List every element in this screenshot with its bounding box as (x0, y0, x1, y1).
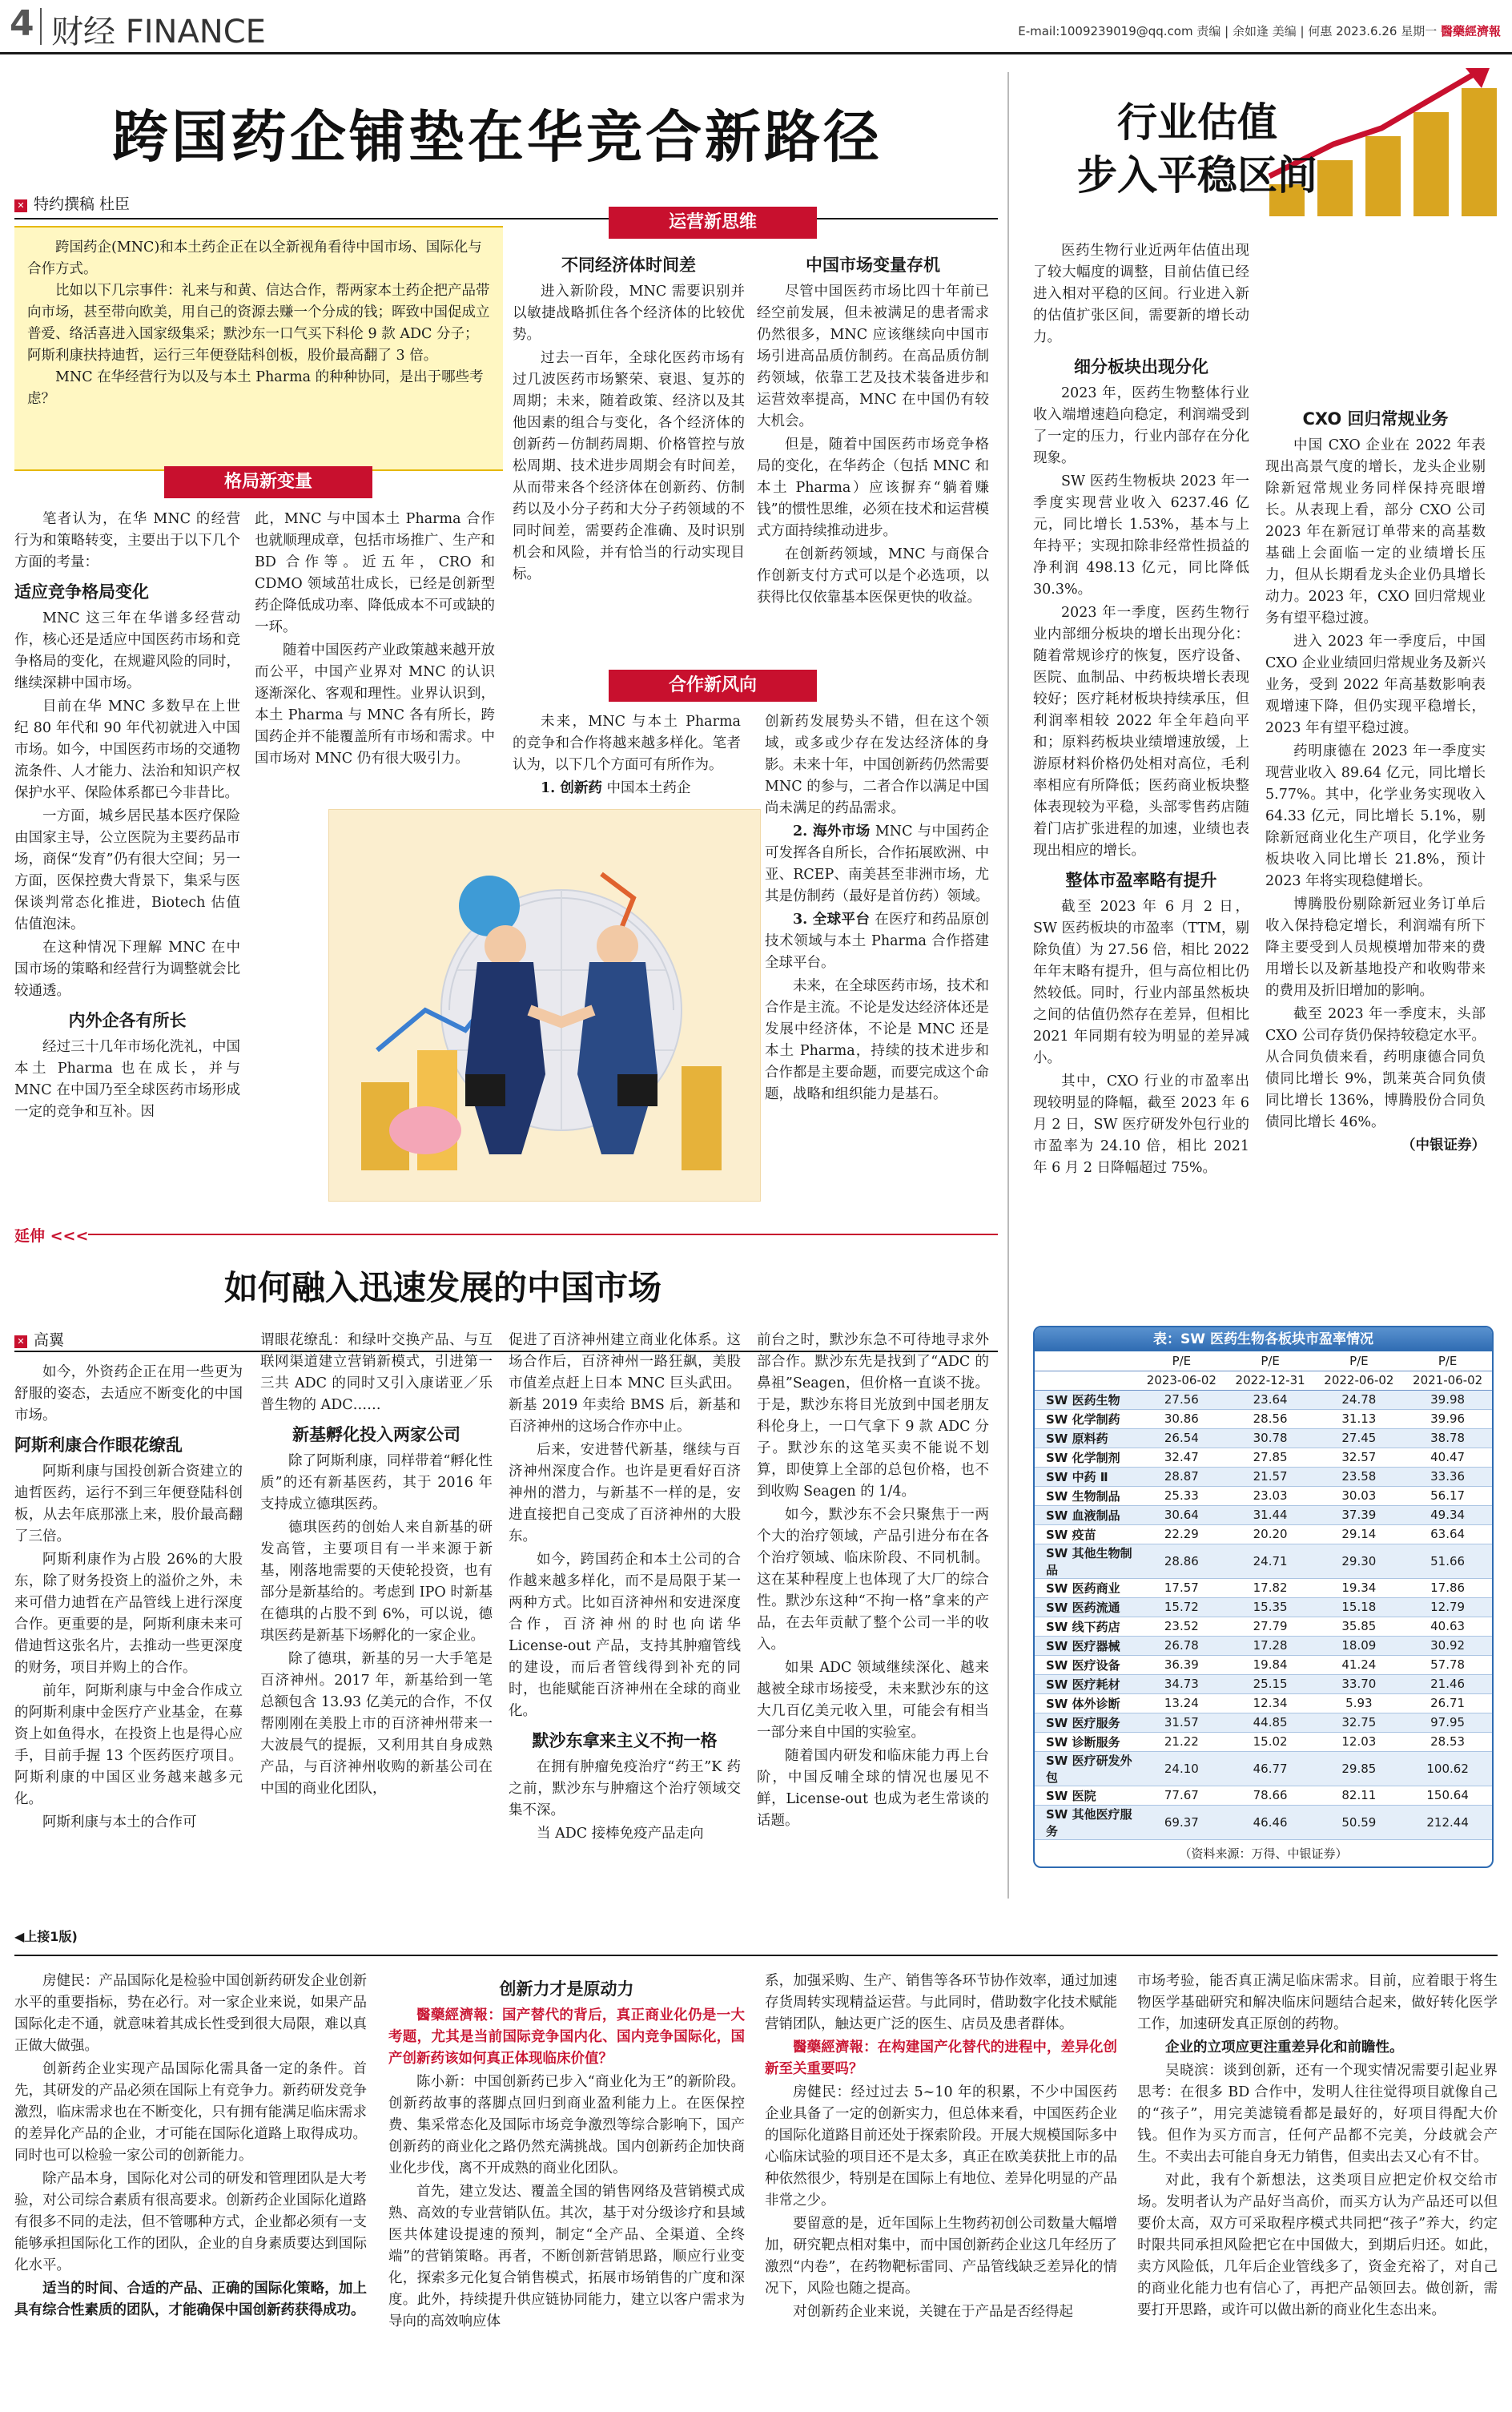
table-row (1035, 1751, 1492, 1786)
paragraph: 阿斯利康与国投创新合资建立的迪哲医药，运行不到三年便登陆科创板，从去年底那涨上来，股价最高翻了三倍。 (14, 1464, 243, 1544)
pe-table-body (1035, 1390, 1492, 1839)
article1-column-3 (513, 247, 745, 587)
article2-column-2 (1265, 401, 1486, 1157)
paragraph: 截至 2023 年一季度末，头部 CXO 公司存货仍保持较稳定水平。从合同负债来看，药明康德合同负债同比增长 9%，凯莱英合同负债同比增长 136%，博腾股份合同负债同比增长 46%。 (1265, 1006, 1486, 1130)
paragraph: MNC 与中国药企可发挥各自所长，合作拓展欧洲、中亚、RCEP、南美甚至非洲市场，尤其是仿制药（最好是首仿药）领域。 (765, 823, 989, 904)
pe-value-cell: 100.62 (1403, 1751, 1492, 1786)
row-name-cell: SW 其他医疗服务 (1035, 1805, 1137, 1839)
pe-value-cell: 32.47 (1137, 1448, 1226, 1467)
pe-value-cell: 32.75 (1315, 1713, 1404, 1732)
pe-value-cell: 82.11 (1315, 1786, 1404, 1805)
pe-value-cell: 46.77 (1226, 1751, 1315, 1786)
pe-value-cell: 41.24 (1315, 1655, 1404, 1674)
pe-value-cell: 13.24 (1137, 1693, 1226, 1713)
pe-value-cell: 31.13 (1315, 1409, 1404, 1428)
paragraph: 但是，随着中国医药市场竞争格局的变化，在华药企（包括 MNC 和本土 Pharma）应该摒弃“躺着赚钱”的惯性思维，必须在技术和运营模式方面持续推动进步。 (757, 437, 989, 539)
pe-value-cell: 26.78 (1137, 1636, 1226, 1655)
pe-value-cell: 25.33 (1137, 1486, 1226, 1505)
table-row (1035, 1674, 1492, 1693)
paragraph: 进入新阶段，MNC 需要识别并以敏捷战略抓住各个经济体的比较优势。 (513, 284, 745, 343)
pe-value-cell: 21.57 (1226, 1467, 1315, 1486)
pe-value-cell: 57.78 (1403, 1655, 1492, 1674)
paragraph: SW 医药生物板块 2023 年一季度实现营业收入 6237.46 亿元，同比增长 1.53%，基本与上年持平；实现扣除非经常性损益的净利润 498.13 亿元，同比降低 30.3%。 (1033, 473, 1249, 598)
paragraph: 进入 2023 年一季度后，中国 CXO 企业业绩回归常规业务及新兴业务，受到 2022 年高基数影响表观增速下降，但仍实现平稳增长，2023 年有望平稳过渡。 (1265, 634, 1486, 736)
table-header-cell: 2022-06-02 (1315, 1371, 1404, 1390)
pe-value-cell: 28.56 (1226, 1409, 1315, 1428)
row-name-cell: SW 医院 (1035, 1786, 1137, 1805)
row-name-cell: SW 疫苗 (1035, 1524, 1137, 1544)
table-header-cell: 2022-12-31 (1226, 1371, 1315, 1390)
pe-table-title: 表：SW 医药生物各板块市盈率情况 (1035, 1327, 1492, 1351)
article1-byline-text: 特约撰稿 杜臣 (34, 195, 131, 213)
paragraph: MNC 这三年在华谱多经营动作，核心还是适应中国医药市场和竞争格局的变化，在规避风险的同时，继续深耕中国市场。 (14, 610, 240, 691)
paragraph: 目前在华 MNC 多数早在上世纪 80 年代和 90 年代初就进入中国市场。如今，中国医药市场的交通物流条件、人才能力、法治和知识产权保护水平、保险体系都已今非昔比。 (14, 699, 240, 801)
row-name-cell: SW 血液制品 (1035, 1505, 1137, 1524)
row-name-cell: SW 体外诊断 (1035, 1693, 1137, 1713)
pe-value-cell: 21.22 (1137, 1732, 1226, 1751)
paragraph: 创新药发展势头不错，但在这个领域，或多或少存在发达经济体的身影。未来十年，中国创新药仍然需要 MNC 的参与，二者合作以满足中国尚未满足的药品需求。 (765, 714, 989, 816)
point-title: 2. 海外市场 (793, 823, 871, 840)
article4-rule (14, 1955, 1498, 1956)
paragraph: 一方面，城乡居民基本医疗保险由国家主导，公立医院为主要药品市场，商保“发育”仍有很大空间；另一方面，医保控费大背景下，集采与医保谈判常态化推进，Biotech 估值估值泡沫。 (14, 808, 240, 932)
article1-column-1 (14, 509, 240, 1125)
pe-value-cell: 39.96 (1403, 1409, 1492, 1428)
article1-column-5 (513, 711, 741, 801)
paragraph: 如果 ADC 领域继续深化、越来越被全球市场接受，未来默沙东的这大几百亿美元收入里，可能会有相当一部分来自中国的实验室。 (757, 1660, 989, 1741)
table-row (1035, 1805, 1492, 1839)
paragraph: 医药生物行业近两年估值出现了较大幅度的调整，目前估值已经进入相对平稳的区间。行业进入新的估值扩张区间，需要新的增长动力。 (1033, 243, 1249, 345)
point-title: 3. 全球平台 (793, 912, 871, 928)
row-name-cell: SW 医药流通 (1035, 1597, 1137, 1617)
pe-value-cell: 15.35 (1226, 1597, 1315, 1617)
pe-value-cell: 33.70 (1315, 1674, 1404, 1693)
table-row (1035, 1578, 1492, 1597)
paragraph: 在拥有肿瘤免疫治疗“药王”K 药之前，默沙东与肿瘤这个治疗领域交集不深。 (509, 1759, 741, 1818)
subheading: 内外企各有所长 (68, 1011, 187, 1030)
paragraph: 随着国内研发和临床能力再上台阶，中国反哺全球的情况也屡见不鲜，License-out 也成为老生常谈的话题。 (757, 1748, 989, 1829)
article2-title: 行业估值 步入平稳区间 (1077, 99, 1317, 199)
pe-value-cell: 34.73 (1137, 1674, 1226, 1693)
pe-value-cell: 25.15 (1226, 1674, 1315, 1693)
pe-value-cell: 12.34 (1226, 1693, 1315, 1713)
table-row (1035, 1390, 1492, 1409)
pe-value-cell: 51.66 (1403, 1544, 1492, 1578)
pe-value-cell: 19.34 (1315, 1578, 1404, 1597)
row-name-cell: SW 医疗研发外包 (1035, 1751, 1137, 1786)
lead-paragraph: MNC 在华经营行为以及与本土 Pharma 的种种协同，是出于哪些考虑？ (27, 369, 484, 407)
paragraph: 其中，CXO 行业的市盈率出现较明显的降幅，截至 2023 年 6 月 2 日，SW 医疗研发外包行业的市盈率为 24.10 倍，相比 2021 年 6 月 2 日降幅超过 75%。 (1033, 1073, 1249, 1176)
article3-column-1 (14, 1362, 243, 1835)
pe-value-cell: 30.03 (1315, 1486, 1404, 1505)
pe-value-cell: 15.72 (1137, 1597, 1226, 1617)
pe-value-cell: 23.03 (1226, 1486, 1315, 1505)
subheading: 阿斯利康合作眼花缭乱 (14, 1436, 183, 1455)
question: 醫藥經濟報：国产替代的背后，真正商业化仍是一大考题，尤其是当前国际竞争国内化、国内竞争国际化，国产创新药该如何真正体现临床价值？ (388, 2007, 745, 2067)
section-title: 财经 FINANCE (51, 14, 266, 50)
paragraph: 此，MNC 与中国本土 Pharma 合作也就顺理成章，包括市场推广、生产和 BD 合作等。近五年，CRO 和 CDMO 领域茁壮成长，已经是创新型药企降低成功率、降低成本不可或缺的一环。 (255, 511, 495, 635)
pe-value-cell: 24.78 (1315, 1390, 1404, 1409)
article4-column-1 (14, 1971, 367, 2323)
subheading: 中国市场变量存机 (806, 256, 940, 275)
paragraph: 前年，阿斯利康与中金合作成立的阿斯利康中金医疗产业基金，在募资上如鱼得水，在投资上也是得心应手，目前手握 13 个医药医疗项目。阿斯利康的中国区业务越来越多元化。 (14, 1683, 243, 1807)
article4-column-3 (765, 1971, 1117, 2325)
pe-value-cell: 5.93 (1315, 1693, 1404, 1713)
row-name-cell: SW 生物制品 (1035, 1486, 1137, 1505)
pe-value-cell: 56.17 (1403, 1486, 1492, 1505)
article3-byline-text: 高翼 (34, 1331, 65, 1349)
masthead-info (1018, 22, 1501, 39)
point-title: 1. 创新药 (541, 780, 602, 796)
byline-marker-icon: ✕ (14, 199, 27, 212)
subheading: 新基孵化投入两家公司 (292, 1425, 460, 1444)
article1-lead-box (14, 226, 503, 471)
article1-column-4 (757, 247, 989, 610)
paragraph: 尽管中国医药市场比四十年前已经空前发展，但未被满足的患者需求仍然很多，MNC 应该继续向中国市场引进高品质仿制药。在高品质仿制药领域，依靠工艺及技术装备进步和运营效率提高，MNC 在中国仍有较大机会。 (757, 284, 989, 429)
paragraph: 阿斯利康作为占股 26%的大股东，除了财务投资上的溢价之外，未来可借力迪哲在产品管线上进行深度合作。更重要的是，阿斯利康未来可借迪哲这张名片，去推动一些更深度的财务，项目并购上的合作。 (14, 1552, 243, 1676)
row-name-cell: SW 线下药店 (1035, 1617, 1137, 1636)
pe-value-cell: 15.18 (1315, 1597, 1404, 1617)
article2-column-1 (1033, 240, 1249, 1181)
page-number: 4 (10, 3, 34, 44)
pe-value-cell: 30.78 (1226, 1428, 1315, 1448)
row-name-cell: SW 化学制药 (1035, 1409, 1137, 1428)
table-header-cell: P/E (1315, 1351, 1404, 1371)
pe-table (1035, 1351, 1492, 1840)
pe-value-cell: 28.87 (1137, 1467, 1226, 1486)
paragraph: 谓眼花缭乱：和绿叶交换产品、与互联网渠道建立营销新模式，引进第一三共 ADC 的同时又引入康诺亚／乐普生物的 ADC…… (260, 1332, 493, 1413)
lead-paragraph: 比如以下几宗事件：礼来与和黄、信达合作，帮两家本土药企把产品带向市场，甚至带向欧美，用自己的资源去赚一个分成的钱；晖致中国促成立普爱、络活喜进入国家级集采；默沙东一口气买下科伦 9 款 ADC 分子；阿斯利康扶持迪哲，运行三年便登陆科创板，股价最高翻了 3 倍。 (27, 283, 490, 364)
paragraph: 首先，建立发达、覆盖全国的销售网络及营销模式成熟、高效的专业营销队伍。其次，基于对分级诊疗和县域医共体建设提速的预判，制定“全产品、全渠道、全终端”的营销策略。再者，不断创新营销思路，顺应行业变化，探索多元化复合销售模式，拓展市场销售的广度和深度。此外，持续提升供应链协同能力，建立以客户需求为导向的高效响应体 (388, 2184, 745, 2329)
pe-value-cell: 49.34 (1403, 1505, 1492, 1524)
article4-column-4 (1137, 1971, 1498, 2323)
pe-value-cell: 26.71 (1403, 1693, 1492, 1713)
pe-table-box (1033, 1326, 1494, 1868)
table-header-cell: P/E (1137, 1351, 1226, 1371)
table-row (1035, 1732, 1492, 1751)
pe-value-cell: 27.45 (1315, 1428, 1404, 1448)
row-name-cell: SW 医药商业 (1035, 1578, 1137, 1597)
paragraph: 如今，跨国药企和本土公司的合作越来越多样化，而不是局限于某一两种方式。比如百济神州和安进深度合作，百济神州的时也向诺华 License-out 产品，支持其肿瘤管线的建设，而后者管线得到补充的同时，也能赋能百济神州在全球的商业化。 (509, 1552, 741, 1719)
pe-value-cell: 50.59 (1315, 1805, 1404, 1839)
pe-value-cell: 77.67 (1137, 1786, 1226, 1805)
row-name-cell: SW 医疗耗材 (1035, 1674, 1137, 1693)
paragraph: 中国本土药企 (606, 780, 691, 796)
table-header-cell: 2023-06-02 (1137, 1371, 1226, 1390)
table-row (1035, 1409, 1492, 1428)
handshake-illustration (328, 809, 761, 1202)
pe-value-cell: 40.47 (1403, 1448, 1492, 1467)
pe-value-cell: 17.86 (1403, 1578, 1492, 1597)
table-header-cell: P/E (1226, 1351, 1315, 1371)
masthead-info-text: E-mail:1009239019@qq.com 责编 | 余如逢 美编 | 何惠 2023.6.26 星期一 (1018, 24, 1438, 38)
paragraph: 经过三十几年市场化洗礼，中国本土 Pharma 也在成长，并与 MNC 在中国乃至全球医药市场形成一定的竞争和互补。因 (14, 1039, 240, 1120)
table-row (1035, 1428, 1492, 1448)
paragraph: 陈小新：中国创新药已步入“商业化为王”的新阶段。创新药故事的落脚点回归到商业盈利能力上。在医保控费、集采常态化及国际市场竞争激烈等综合影响下，国产创新药的商业化之路仍然充满挑战。国内创新药企加快商业化步伐，离不开成熟的商业化团队。 (388, 2074, 745, 2176)
paragraph: 房健民：产品国际化是检验中国创新药研发企业创新水平的重要指标，势在必行。对一家企业来说，如果产品国际化走不通，就意味着其成长性受到很大局限，难以真正做大做强。 (14, 1973, 367, 2054)
pe-value-cell: 29.14 (1315, 1524, 1404, 1544)
paragraph: 房健民：经过过去 5~10 年的积累，不少中国医药企业具备了一定的创新实力，但总体来看，中国医药企业的国际化道路目前还处于探索阶段。开展大规模国际多中心临床试验的项目还不是太多，真正在欧美获批上市的品种依然很少，特别是在国际上有地位、差异化明显的产品非常之少。 (765, 2084, 1117, 2209)
table-row (1035, 1636, 1492, 1655)
paragraph: 过去一百年，全球化医药市场有过几波医药市场繁荣、衰退、复苏的周期；未来，随着政策、经济以及其他因素的组合与变化，各个经济体的创新药－仿制药周期、价格管控与放松周期、技术进步周期会有时间差，从而带来各个经济体在创新药、仿制药以及小分子药和大分子药领域的不同时间差，需要药企准确、及时识别机会和风险，并有恰当的行动实现目标。 (513, 350, 745, 582)
article4-column-2 (388, 1971, 745, 2334)
handshake-icon (329, 810, 761, 1202)
extension-label: 延伸 <<< (14, 1227, 89, 1245)
section-bar-pattern: 格局新变量 (164, 466, 372, 498)
table-header-cell: 2021-06-02 (1403, 1371, 1492, 1390)
pe-value-cell: 29.85 (1315, 1751, 1404, 1786)
paragraph-bold: 适当的时间、合适的产品、正确的国际化策略，加上具有综合性素质的团队，才能确保中国创新药获得成功。 (14, 2281, 367, 2318)
paragraph: 未来，在全球医药市场，技术和合作是主流。不论是发达经济体还是发展中经济体，不论是 MNC 还是本土 Pharma，持续的技术进步和合作都是主要命题，而要完成这个命题，战略和组织能力是基石。 (765, 978, 989, 1102)
paragraph: 笔者认为，在华 MNC 的经营行为和策略转变，主要出于以下几个方面的考量： (14, 511, 240, 570)
paragraph: 市场考验，能否真正满足临床需求。目前，应着眼于将生物医学基础研究和解决临床问题结合起来，做好转化医学工作，加速研发真正原创的药物。 (1137, 1973, 1498, 2032)
byline-marker-icon: ✕ (14, 1335, 27, 1348)
paragraph: 系，加强采购、生产、销售等各环节协作效率，通过加速存货周转实现精益运营。与此同时，借助数字化技术赋能营销团队，触达更广泛的医生、店员及患者群体。 (765, 1973, 1117, 2032)
pe-value-cell: 21.46 (1403, 1674, 1492, 1693)
paragraph: 2023 年一季度，医药生物行业内部细分板块的增长出现分化：随着常规诊疗的恢复，医疗设备、医院、血制品、中药板块增长表现较好；医疗耗材板块持续承压，但利润率相较 2022 年全年趋向平和；原料药板块业绩增速放缓，上游原材料价格仍处相对高位，毛利率相应有所降低；医药商业板块整体表现较为平稳，头部零售药店随着门店扩张进程的加速，业绩也表现出相应的增长。 (1033, 605, 1249, 859)
pe-value-cell: 37.39 (1315, 1505, 1404, 1524)
subheading: CXO 回归常规业务 (1302, 409, 1449, 429)
pe-value-cell: 30.86 (1137, 1409, 1226, 1428)
table-header-cell: P/E (1403, 1351, 1492, 1371)
paragraph: 随着中国医药产业政策越来越开放而公平，中国产业界对 MNC 的认识逐渐深化、客观和理性。业界认识到，本土 Pharma 与 MNC 各有所长，跨国药企并不能覆盖所有市场和需求。中国市场对 MNC 仍有很大吸引力。 (255, 642, 495, 767)
table-row (1035, 1617, 1492, 1636)
row-name-cell: SW 医药生物 (1035, 1390, 1137, 1409)
article3-title: 如何融入迅速发展的中国市场 (224, 1268, 662, 1307)
paragraph: 创新药企业实现产品国际化需具备一定的条件。首先，其研发的产品必须在国际上有竞争力。新药研发竞争激烈，临床需求也在不断变化，只有拥有能满足临床需求的差异化产品的企业，才可能在国际化道路上取得成功。同时也可以检验一家公司的创新能力。 (14, 2061, 367, 2164)
pe-table-source: （资料来源：万得、中银证券） (1179, 1846, 1348, 1861)
pe-value-cell: 30.92 (1403, 1636, 1492, 1655)
paragraph: 2023 年，医药生物整体行业收入端增速趋向稳定，利润端受到了一定的压力，行业内部存在分化现象。 (1033, 385, 1249, 466)
article3-column-3 (509, 1330, 741, 1846)
pe-value-cell: 150.64 (1403, 1786, 1492, 1805)
paragraph: 当 ADC 接棒免疫产品走向 (537, 1826, 704, 1842)
paragraph: 吴晓滨：谈到创新，还有一个现实情况需要引起业界思考：在很多 BD 合作中，发明人往往觉得项目就像自己的“孩子”，用完美滤镜看都是最好的，好项目得配大价钱。但作为买方而言，任何产品都不完美，分歧就会产生。不卖出去可能自身无力销售，但卖出去又心有不甘。 (1137, 2063, 1498, 2165)
pe-value-cell: 97.95 (1403, 1713, 1492, 1732)
table-header-row (1035, 1371, 1492, 1390)
pe-value-cell: 26.54 (1137, 1428, 1226, 1448)
paragraph: 在医疗和药品原创技术领域与本土 Pharma 合作搭建全球平台。 (765, 912, 989, 971)
paragraph: 药明康德在 2023 年一季度实现营业收入 89.64 亿元，同比增长 5.77%。其中，化学业务实现收入 64.33 亿元，同比增长 5.1%，剔除新冠商业化生产项目，化学业务板块收入同比增长 21.8%，预计 2023 年将实现稳健增长。 (1265, 743, 1486, 889)
pe-value-cell: 35.85 (1315, 1617, 1404, 1636)
section-bar-coop: 合作新风向 (609, 670, 817, 702)
pe-value-cell: 63.64 (1403, 1524, 1492, 1544)
lead-paragraph: 跨国药企(MNC)和本土药企正在以全新视角看待中国市场、国际化与合作方式。 (27, 240, 482, 277)
paragraph: 截至 2023 年 6 月 2 日，SW 医药板块的市盈率（TTM，剔除负值）为 27.56 倍，相比 2022 年年末略有提升，但与高位相比仍然较低。同时，行业内部虽然板块之间的估值仍然存在差异，但相比 2021 年同期有较为明显的差异减小。 (1033, 899, 1249, 1066)
pe-value-cell: 18.09 (1315, 1636, 1404, 1655)
pe-value-cell: 12.79 (1403, 1597, 1492, 1617)
pe-value-cell: 32.57 (1315, 1448, 1404, 1467)
subheading: 创新力才是原动力 (499, 1979, 634, 1999)
pe-value-cell: 17.82 (1226, 1578, 1315, 1597)
pe-value-cell: 38.78 (1403, 1428, 1492, 1448)
article3-column-2 (260, 1330, 493, 1802)
pe-value-cell: 212.44 (1403, 1805, 1492, 1839)
row-name-cell: SW 医疗器械 (1035, 1636, 1137, 1655)
pe-value-cell: 15.02 (1226, 1732, 1315, 1751)
paragraph: 在创新药领域，MNC 与商保合作创新支付方式可以是个必选项，以获得比仅依靠基本医保更快的收益。 (757, 546, 989, 606)
article2-source: （中银证券） (1401, 1138, 1486, 1154)
paragraph: 除了阿斯利康，同样带着“孵化性质”的还有新基医药，其于 2016 年支持成立德琪医药。 (260, 1453, 493, 1512)
question: 醫藥經濟報：在构建国产化替代的进程中，差异化创新至关重要吗？ (765, 2040, 1117, 2077)
paragraph: 如今，默沙东不会只聚焦于一两个大的治疗领域，产品引进分布在各个治疗领域、临床阶段、不同机制。这在某种程度上也体现了大厂的综合性。默沙东这种“不拘一格”拿来的产品，在去年贡献了整个公司一半的收入。 (757, 1507, 989, 1653)
pe-value-cell: 44.85 (1226, 1713, 1315, 1732)
paragraph: 除产品本身，国际化对公司的研发和管理团队是大考验，对公司综合素质有很高要求。创新药企业国际化道路有很多不同的走法，但不管哪种方式，企业都必须有一支能够承担国际化工作的团队，企业的自身素质要达到国际化水平。 (14, 2171, 367, 2273)
pe-value-cell: 69.37 (1137, 1805, 1226, 1839)
table-row (1035, 1597, 1492, 1617)
table-row (1035, 1655, 1492, 1674)
masthead (0, 0, 1512, 54)
paragraph: 对创新药企业来说，关键在于产品是否经得起 (793, 2304, 1073, 2320)
paragraph: 后来，安进替代新基，继续与百济神州深度合作。也许是更看好百济神州的潜力，与新基不一样的是，安进直接把自己变成了百济神州的大股东。 (509, 1442, 741, 1544)
article1-column-2 (255, 509, 495, 771)
pe-value-cell: 28.53 (1403, 1732, 1492, 1751)
pe-value-cell: 17.57 (1137, 1578, 1226, 1597)
pe-value-cell: 33.36 (1403, 1467, 1492, 1486)
pe-value-cell: 31.57 (1137, 1713, 1226, 1732)
table-row (1035, 1505, 1492, 1524)
pe-value-cell: 29.30 (1315, 1544, 1404, 1578)
table-row (1035, 1467, 1492, 1486)
table-row (1035, 1448, 1492, 1467)
extension-rule (88, 1234, 998, 1235)
paragraph: 未来，MNC 与本土 Pharma 的竞争和合作将越来越多样化。笔者认为，以下几个方面可有所作为。 (513, 714, 741, 773)
row-name-cell: SW 诊断服务 (1035, 1732, 1137, 1751)
article1-byline (14, 192, 130, 214)
table-row (1035, 1713, 1492, 1732)
article1-rule (14, 218, 998, 219)
paragraph: 中国 CXO 企业在 2022 年表现出高景气度的增长，龙头企业剔除新冠常规业务同样保持亮眼增长。从表现上看，部分 CXO 公司 2023 年在新冠订单带来的高基数基础上会面临一定的业绩增长压力，但从长期看龙头企业仍具增长动力。2023 年，CXO 回归常规业务有望平稳过渡。 (1265, 437, 1486, 626)
pe-value-cell: 12.03 (1315, 1732, 1404, 1751)
pe-value-cell: 19.84 (1226, 1655, 1315, 1674)
subheading: 不同经济体时间差 (561, 256, 696, 275)
paragraph: 在这种情况下理解 MNC 在中国市场的策略和经营行为调整就会比较通透。 (14, 940, 240, 999)
pe-value-cell: 27.85 (1226, 1448, 1315, 1467)
pe-value-cell: 30.64 (1137, 1505, 1226, 1524)
pe-value-cell: 28.86 (1137, 1544, 1226, 1578)
row-name-cell: SW 中药 Ⅱ (1035, 1467, 1137, 1486)
subheading: 细分板块出现分化 (1074, 357, 1208, 376)
row-name-cell: SW 化学制剂 (1035, 1448, 1137, 1467)
paragraph: 博腾股份剔除新冠业务订单后收入保持稳定增长，利润端有所下降主要受到人员规模增加带来的费用增长以及新基地投产和收购带来的费用及折旧增加的影响。 (1265, 896, 1486, 999)
subheading: 整体市盈率略有提升 (1065, 871, 1217, 890)
pe-value-cell: 23.58 (1315, 1467, 1404, 1486)
paragraph: 要留意的是，近年国际上生物药初创公司数量大幅增加，研究靶点相对集中，而中国创新药企业这几年经历了激烈“内卷”，在药物靶标雷同、产品管线缺乏差异化的情况下，风险也随之提高。 (765, 2216, 1117, 2297)
pe-value-cell: 23.64 (1226, 1390, 1315, 1409)
pe-value-cell: 17.28 (1226, 1636, 1315, 1655)
pe-value-cell: 39.98 (1403, 1390, 1492, 1409)
subheading: 适应竞争格局变化 (14, 582, 149, 602)
pe-value-cell: 46.46 (1226, 1805, 1315, 1839)
pe-value-cell: 24.71 (1226, 1544, 1315, 1578)
table-row (1035, 1786, 1492, 1805)
paragraph: 对此，我有个新想法，这类项目应把定价权交给市场。发明者认为产品好当高价，而买方认为产品还可以但要价太高，双方可采取程序模式共同把“孩子”养大，约定时限共同承担风险把它在中国做大，到期后归还。如此，卖方风险低，几年后企业管线多了，资金充裕了，对自己的商业化能力也有信心了，再把产品领回去。做创新，需要打开思路，或许可以做出新的商业化生态出来。 (1137, 2172, 1498, 2318)
pe-value-cell: 23.52 (1137, 1617, 1226, 1636)
paragraph: 前台之时，默沙东急不可待地寻求外部合作。默沙东先是找到了“ADC 的鼻祖”Seagen，但价格一直谈不拢。于是，默沙东将目光放到中国老朋友科伦身上，一口气拿下 9 款 ADC 分子。默沙东的这笔买卖不能说不划算，即使算上全部的总包价格，也不到收购 Seagen 的 1/4。 (757, 1332, 989, 1500)
pe-value-cell: 36.39 (1137, 1655, 1226, 1674)
table-row (1035, 1544, 1492, 1578)
row-name-cell: SW 原料药 (1035, 1428, 1137, 1448)
column-divider (1007, 72, 1009, 1899)
pe-value-cell: 27.56 (1137, 1390, 1226, 1409)
pe-value-cell: 78.66 (1226, 1786, 1315, 1805)
continued-label: ◀上接1版) (14, 1929, 78, 1944)
row-name-cell: SW 其他生物制品 (1035, 1544, 1137, 1578)
table-header-row (1035, 1351, 1492, 1371)
article3-column-4 (757, 1330, 989, 1834)
paragraph: 除了德琪，新基的另一大手笔是百济神州。2017 年，新基给到一笔总额包含 13.93 亿美元的合作，不仅帮刚刚在美股上市的百济神州带来一大波晨气的提振，又利用其自身成熟产品，与百济神州收购的新基公司在中国的商业化团队， (260, 1651, 493, 1797)
pe-value-cell: 20.20 (1226, 1524, 1315, 1544)
paragraph: 如今，外资药企正在用一些更为舒服的姿态，去适应不断变化的中国市场。 (14, 1364, 243, 1423)
pe-value-cell: 40.63 (1403, 1617, 1492, 1636)
paper-logo: 醫藥經濟報 (1440, 24, 1501, 38)
masthead-divider (40, 8, 42, 45)
row-name-cell: SW 医疗服务 (1035, 1713, 1137, 1732)
paragraph: 促进了百济神州建立商业化体系。这场合作后，百济神州一路狂飙，美股市值差点赶上日本 MNC 巨头武田。新基 2019 年卖给 BMS 后，新基和百济神州的这场合作亦中止。 (509, 1332, 741, 1435)
table-row (1035, 1486, 1492, 1505)
article1-title: 跨国药企铺垫在华竞合新路径 (112, 104, 883, 170)
paragraph-bold: 企业的立项应更注重差异化和前瞻性。 (1165, 2040, 1404, 2056)
paragraph: 阿斯利康与本土的合作可 (42, 1814, 197, 1830)
subheading: 默沙东拿来主义不拘一格 (532, 1731, 718, 1750)
section-bar-ops: 运营新思维 (609, 207, 817, 239)
paragraph: 德琪医药的创始人来自新基的研发高管，主要项目有一半来源于新基，刚落地需要的天使轮投资，也有部分是新基给的。考虑到 IPO 时新基在德琪的占股不到 6%，可以说，德琪医药是新基下场孵化的一家企业。 (260, 1520, 493, 1644)
pe-value-cell: 22.29 (1137, 1524, 1226, 1544)
pe-value-cell: 31.44 (1226, 1505, 1315, 1524)
article3-byline (14, 1328, 64, 1350)
table-row (1035, 1524, 1492, 1544)
pe-value-cell: 27.79 (1226, 1617, 1315, 1636)
row-name-cell: SW 医疗设备 (1035, 1655, 1137, 1674)
article1-column-6 (765, 711, 989, 1107)
pe-value-cell: 24.10 (1137, 1751, 1226, 1786)
table-row (1035, 1693, 1492, 1713)
